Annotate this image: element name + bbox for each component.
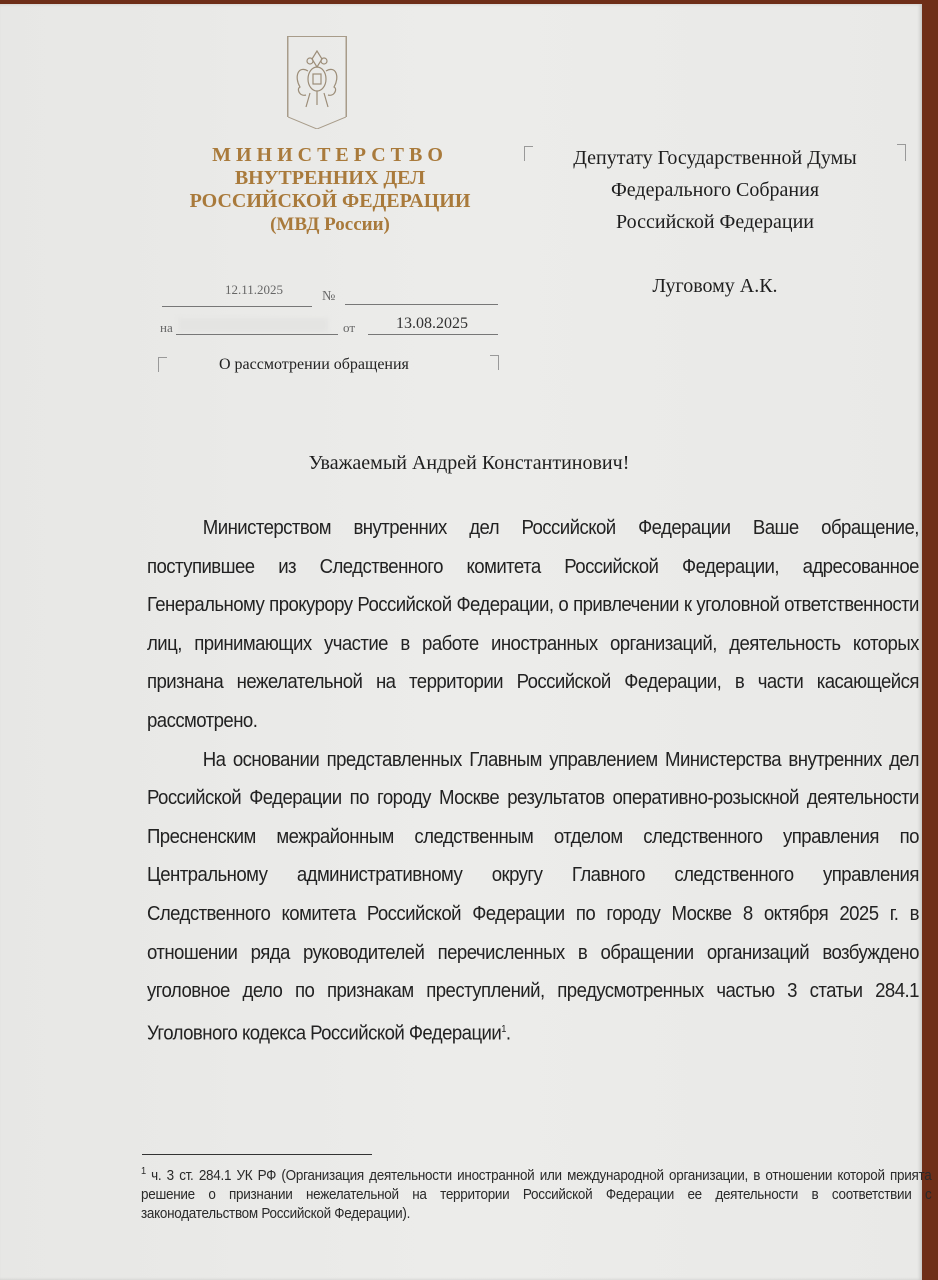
org-line-1: МИНИСТЕРСТВО <box>212 144 448 166</box>
addressee-bracket-right <box>897 144 906 161</box>
addressee-line-1: Депутату Государственной Думы <box>573 147 857 169</box>
body-paragraph-1: Министерством внутренних дел Российской Федерации Ваше обращение, поступившее из Следственного комитета Российской Федерации, адресованное Генеральному прокурору Российской Федерации, о привлечении к уголовной ответственности лиц, принимающих участие в работе иностранных организаций, деятельность которых признана нежелательной на территории Российской Федерации, в части касающейся рассмотрено. <box>147 517 919 732</box>
from-date: 13.08.2025 <box>396 315 468 332</box>
date-line <box>162 306 312 307</box>
document-page <box>0 4 932 1280</box>
body-paragraph-2: На основании представленных Главным управлением Министерства внутренних дел Российской Федерации по городу Москве результатов оперативно-розыскной деятельности Пресненским межрайонным следственным отделом следственного управления по Центральному административному округу Главного следственного управления Следственного комитета Российской Федерации по городу Москве 8 октября 2025 г. в отношении ряда руководителей перечисленных в обращении организаций возбуждено уголовное дело по признакам преступлений, предусмотренных частью 3 статьи 284.1 Уголовного кодекса Российской Федерации$^1$. <box>147 748 919 1045</box>
salutation: Уважаемый Андрей Константинович! <box>308 452 630 474</box>
addressee-line-2: Федерального Собрания <box>610 179 820 201</box>
org-line-4: (МВД России) <box>270 214 390 235</box>
letter-subject: О рассмотрении обращения <box>219 356 409 373</box>
addressee-bracket-left <box>524 146 533 161</box>
footnote-ref: 1 <box>501 1023 506 1035</box>
from-label: от <box>343 320 356 335</box>
org-line-2: ВНУТРЕННИХ ДЕЛ <box>234 167 426 189</box>
subject-bracket-right <box>490 355 499 370</box>
org-line-3: РОССИЙСКОЙ ФЕДЕРАЦИИ <box>189 190 471 212</box>
addressee-line-3: Российской Федерации <box>615 211 815 233</box>
number-line <box>345 304 498 305</box>
ref-label: на <box>160 320 173 335</box>
redacted-ref-number <box>178 318 328 332</box>
footnote-text: ч. 3 ст. 284.1 УК РФ (Организация деятельности иностранной или международной организации, в отношении которой прията решение о признании нежелательной на территории Российской Федерации ее деятельности в соответствии с законодательством Российской Федерации). <box>141 1167 932 1222</box>
footnote-mark: 1 <box>141 1166 146 1177</box>
number-label: № <box>322 289 336 304</box>
addressee-name: Луговому А.К. <box>652 275 778 297</box>
ministry-letterhead <box>160 144 500 236</box>
letter-date: 12.11.2025 <box>225 282 284 297</box>
ref-line <box>176 334 338 335</box>
coat-of-arms-icon <box>287 36 347 117</box>
footnote <box>141 1162 932 1224</box>
subject-bracket-left <box>158 357 167 372</box>
addressee-block <box>540 142 890 302</box>
letter-body <box>147 509 919 1053</box>
from-line <box>368 334 498 335</box>
footnote-separator <box>142 1154 372 1155</box>
